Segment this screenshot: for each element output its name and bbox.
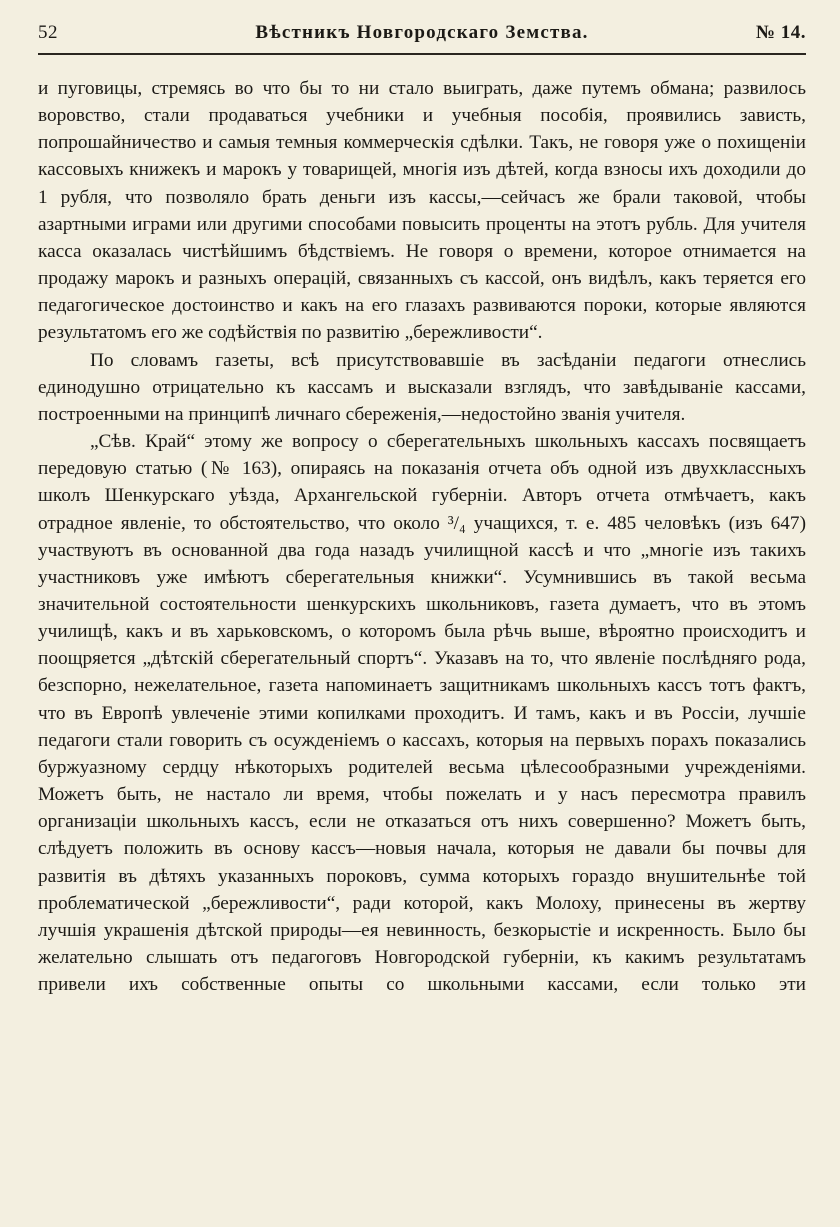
article-body: [38, 75, 806, 998]
issue-number: № 14.: [755, 22, 806, 43]
journal-title: Вѣстникъ Новгородскаго Земства.: [255, 22, 589, 43]
paragraph-teachers-opinion: По словамъ газеты, всѣ присутствовавшіе въ засѣданіи педагоги отнеслись единодушно отрицательно къ кассамъ и высказали взглядъ, что завѣдываніе кассами, построенными на принципѣ личнаго сбереженія,—недостойно званія учителя.: [38, 349, 806, 425]
paragraph-sev-krai: „Сѣв. Край“ этому же вопросу о сберегательныхъ школьныхъ кассахъ посвящаетъ передовую статью (№ 163), опираясь на показанія отчета объ одной изъ двухклассныхъ школъ Шенкурскаго уѣзда, Архангельской губерніи. Авторъ отчета отмѣчаетъ, какъ отрадное явленіе, то обстоятельство, что около ³/₄ учащихся, т. е. 485 человѣкъ (изъ 647) участвуютъ въ основанной два года назадъ училищной кассѣ и что „многіе изъ такихъ участниковъ уже имѣютъ сберегательныя книжки“. Усумнившись въ такой весьма значительной состоятельности шенкурскихъ школьниковъ, газета думаетъ, что въ этомъ училищѣ, какъ и въ харьковскомъ, о которомъ была рѣчь выше, вѣроятно происходитъ и поощряется „дѣтскій сберегательный спортъ“. Указавъ на то, что явленіе послѣдняго рода, безспорно, нежелательное, газета напоминаетъ защитникамъ школьныхъ кассъ тотъ фактъ, что въ Европѣ увлеченіе этими копилками проходитъ. И тамъ, какъ и въ Россіи, лучшіе педагоги стали говорить съ осужденіемъ о кассахъ, которыя на первыхъ порахъ показались буржуазному сердцу нѣкоторыхъ родителей весьма цѣлесообразными учрежденіями. Можетъ быть, не настало ли время, чтобы пожелать и у насъ пересмотра правилъ организаціи школьныхъ кассъ, если не отказаться отъ нихъ совершенно? Можетъ быть, слѣдуетъ положить въ основу кассъ—новыя начала, которыя не давали бы почвы для развитія въ дѣтяхъ указанныхъ пороковъ, сумма которыхъ гораздо внушительнѣе той проблематической „бережливости“, ради которой, какъ Молоху, принесены въ жертву лучшія украшенія дѣтской природы—ея невинность, безкорыстіе и искренность. Было бы желательно слышать отъ педагоговъ Новгородской губерніи, къ какимъ результатамъ привели ихъ собственные опыты со школьными кассами, если только эти: [38, 431, 806, 996]
header-rule: [38, 53, 806, 55]
running-header: [38, 20, 806, 46]
paragraph-continuation: и пуговицы, стремясь во что бы то ни стало выиграть, даже путемъ обмана; развилось воровство, стали продаваться учебники и учебныя пособія, проявились зависть, попрошайничество и самыя темныя коммерческія сдѣлки. Такъ, не говоря уже о похищеніи кассовыхъ книжекъ и марокъ у товарищей, многія изъ дѣтей, когда взносы ихъ доходили до 1 рубля, что позволяло брать деньги изъ кассы,—сейчасъ же брали таковой, чтобы азартными играми или другими способами повысить проценты на этотъ рубль. Для учителя касса оказалась чистѣйшимъ бѣдствіемъ. Не говоря о времени, которое отнимается на продажу марокъ и разныхъ операцій, связанныхъ съ кассой, онъ видѣлъ, какъ теряется его педагогическое достоинство и какъ на его глазахъ развиваются пороки, которые являются результатомъ его же содѣйствія по развитію „бережливости“.: [38, 78, 806, 344]
page-number: 52: [38, 22, 58, 43]
